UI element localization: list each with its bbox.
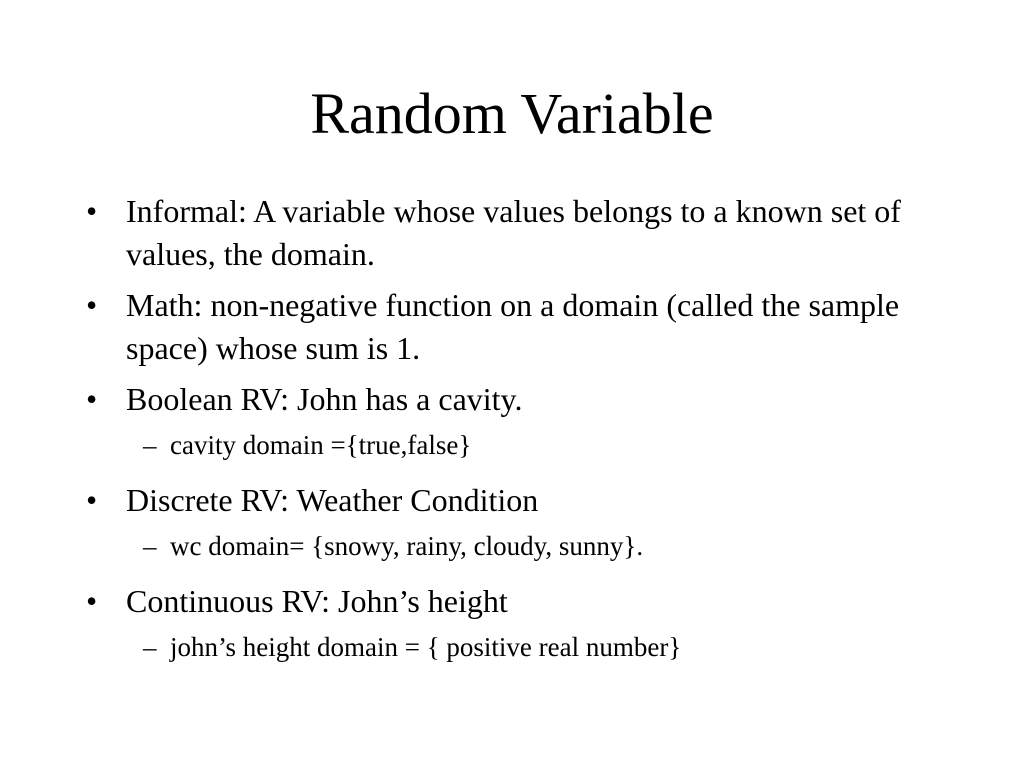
dash-marker: –	[143, 430, 157, 460]
slide-title: Random Variable	[310, 81, 714, 146]
bullet-marker: •	[86, 381, 98, 417]
bullet-text: Informal: A variable whose values belongs to a known set of values, the domain.	[126, 193, 901, 272]
bullet-marker: •	[86, 193, 98, 229]
bullet-text: Continuous RV: John’s height	[126, 583, 508, 619]
bullet-text: Boolean RV: John has a cavity.	[126, 381, 523, 417]
sub-item-cavity-domain	[143, 425, 936, 465]
dash-marker: –	[143, 531, 157, 561]
bullet-item-informal	[86, 190, 936, 276]
sub-item-text: john’s height domain = { positive real number}	[170, 632, 682, 662]
sub-item-wc-domain	[143, 526, 936, 566]
sub-item-text: wc domain= {snowy, rainy, cloudy, sunny}.	[170, 531, 644, 561]
bullet-item-continuous-rv	[86, 580, 936, 623]
bullet-text: Math: non-negative function on a domain (called the sample space) whose sum is 1.	[126, 287, 900, 366]
bullet-marker: •	[86, 583, 98, 619]
bullet-text: Discrete RV: Weather Condition	[126, 482, 539, 518]
sub-item-height-domain	[143, 627, 936, 667]
bullet-item-math	[86, 284, 936, 370]
bullet-marker: •	[86, 482, 98, 518]
bullet-item-boolean-rv	[86, 378, 936, 421]
sub-item-text: cavity domain ={true,false}	[170, 430, 472, 460]
bullet-item-discrete-rv	[86, 479, 936, 522]
bullet-list	[86, 190, 936, 681]
dash-marker: –	[143, 632, 157, 662]
bullet-marker: •	[86, 287, 98, 323]
